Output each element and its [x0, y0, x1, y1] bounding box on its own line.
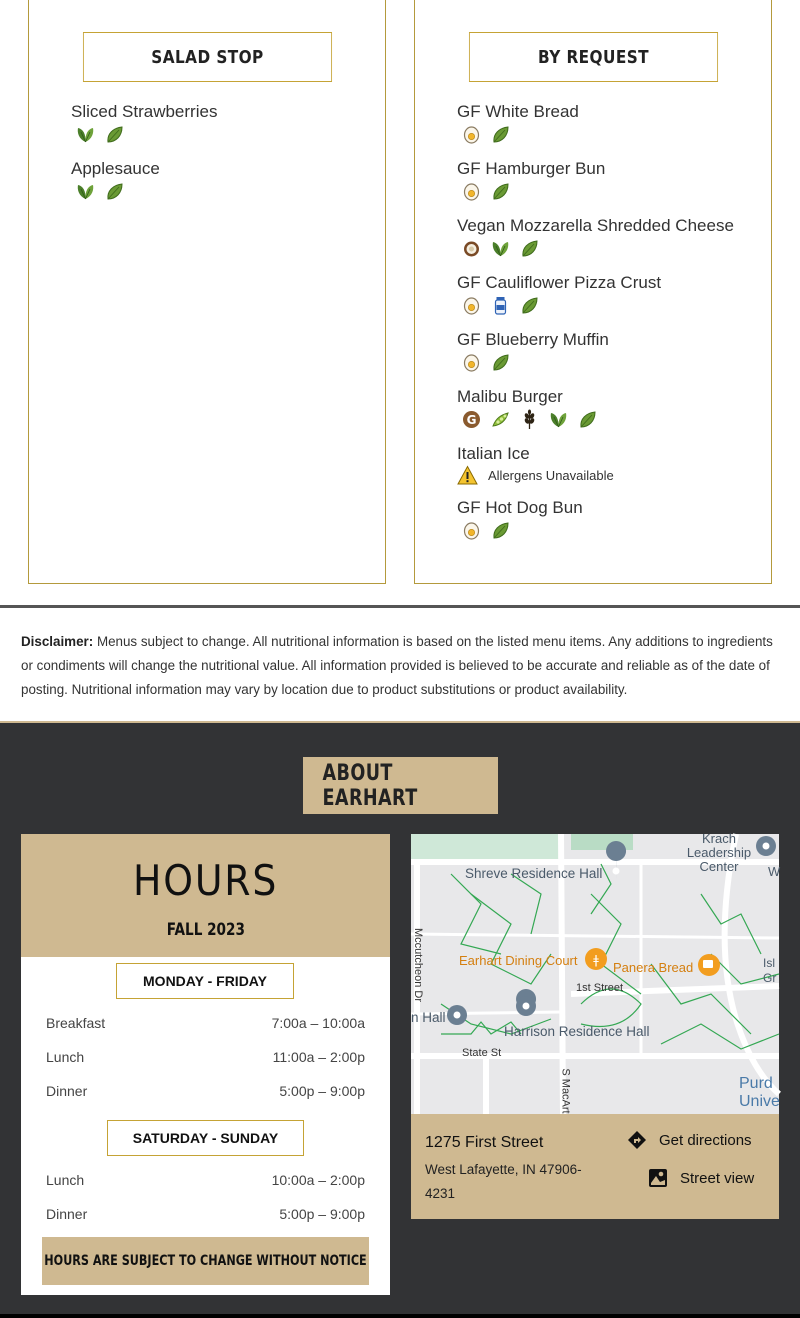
about-label: ABOUT EARHART — [322, 760, 418, 811]
menu-item-name: Sliced Strawberries — [71, 102, 218, 121]
map-label-harrison: Harrison Residence Hall — [504, 1024, 650, 1039]
station-by-request — [414, 0, 772, 584]
hours-row — [46, 1083, 365, 1099]
menu-item[interactable] — [457, 273, 737, 318]
milk-icon[interactable] — [490, 295, 511, 316]
dietary-icons — [75, 179, 351, 204]
vegetarian-icon[interactable] — [490, 124, 511, 145]
egg-icon[interactable] — [461, 124, 482, 145]
dietary-icons — [461, 407, 737, 432]
egg-icon[interactable] — [461, 352, 482, 373]
egg-icon[interactable] — [461, 181, 482, 202]
street-view-label: Street view — [680, 1169, 755, 1187]
map-label-mccutcheon: Mccutcheon Dr — [411, 928, 424, 1002]
meal-name: Lunch — [46, 1172, 85, 1188]
egg-icon[interactable] — [461, 295, 482, 316]
vegan-icon[interactable] — [75, 181, 96, 202]
menu-item[interactable] — [457, 330, 737, 375]
station-title: SALAD STOP — [83, 32, 332, 82]
hours-row — [46, 1206, 365, 1222]
allergen-warning — [457, 464, 737, 486]
menu-item-name: Applesauce — [71, 159, 160, 178]
vegetarian-icon[interactable] — [490, 352, 511, 373]
dietary-icons — [461, 518, 737, 543]
hours-header — [21, 834, 390, 957]
menu-item[interactable] — [457, 387, 737, 432]
vegan-icon[interactable] — [75, 124, 96, 145]
station-title: BY REQUEST — [469, 32, 718, 82]
street-view-icon — [648, 1168, 668, 1188]
vegetarian-icon[interactable] — [490, 520, 511, 541]
map-label-hall: n Hall — [411, 1010, 446, 1025]
dietary-icons — [461, 122, 737, 147]
menu-item-name: Italian Ice — [457, 444, 530, 463]
menu-item-name: Malibu Burger — [457, 387, 563, 406]
vegan-icon[interactable] — [490, 238, 511, 259]
menu-item-name: GF Cauliflower Pizza Crust — [457, 273, 662, 292]
dietary-icons — [461, 293, 737, 318]
menu-item-name: Vegan Mozzarella Shredded Cheese — [457, 216, 734, 235]
egg-icon[interactable] — [461, 520, 482, 541]
menu-item-name: GF Hot Dog Bun — [457, 498, 583, 517]
vegetarian-icon[interactable] — [577, 409, 598, 430]
station-salad-stop — [28, 0, 386, 584]
section-divider — [0, 605, 800, 608]
meal-time: 7:00a – 10:00a — [271, 1015, 365, 1031]
menu-item[interactable] — [457, 102, 737, 147]
meal-name: Dinner — [46, 1083, 88, 1099]
map-label-leadership: Krach Leadership Center — [686, 831, 752, 874]
map-label-purdue: Purd Unive — [739, 1075, 780, 1110]
map-label-w: W — [768, 864, 781, 879]
menu-item-name: GF Hamburger Bun — [457, 159, 606, 178]
soy-icon[interactable] — [490, 409, 511, 430]
page-bottom-bar — [0, 1314, 800, 1318]
get-directions-link[interactable] — [627, 1130, 752, 1150]
gluten-icon[interactable] — [461, 409, 482, 430]
hours-row — [46, 1015, 365, 1031]
vegetarian-icon[interactable] — [519, 238, 540, 259]
disclaimer — [21, 630, 783, 702]
address-panel — [411, 1114, 779, 1219]
address-city: West Lafayette, IN 47906-4231 — [425, 1162, 582, 1201]
dietary-icons — [461, 236, 737, 261]
meal-name: Lunch — [46, 1049, 85, 1065]
station-items — [457, 102, 737, 555]
menu-item-name: GF White Bread — [457, 102, 579, 121]
meal-time: 5:00p – 9:00p — [279, 1083, 365, 1099]
hours-card — [21, 834, 390, 1295]
dietary-icons — [75, 122, 351, 147]
disclaimer-label: Disclaimer: — [21, 634, 94, 649]
hours-title: HOURS — [132, 856, 279, 905]
map-label-shreve: Shreve Residence Hall — [465, 866, 603, 881]
hours-row — [46, 1172, 365, 1188]
svg-text:ǂ: ǂ — [593, 953, 599, 967]
meal-name: Dinner — [46, 1206, 88, 1222]
location-map[interactable] — [411, 831, 781, 1114]
vegan-icon[interactable] — [548, 409, 569, 430]
menu-item[interactable] — [71, 159, 351, 204]
map-label-first-street: 1st Street — [576, 982, 624, 994]
menu-item[interactable] — [71, 102, 351, 147]
street-view-link[interactable] — [648, 1168, 754, 1188]
meal-time: 10:00a – 2:00p — [271, 1172, 365, 1188]
disclaimer-text: Menus subject to change. All nutritional information is based on the listed menu items. Any additions to ingredients or condiments will change the nutritional value. All information provided is believed to be accurate and reliable as of the date of posting. Nutritional information may vary by location due to product substitutions or product availability. — [21, 634, 773, 697]
map-label-state-st: State St — [462, 1047, 502, 1059]
menu-item[interactable] — [457, 216, 737, 261]
menu-item[interactable] — [457, 444, 737, 486]
map-label-macarthur: S MacArt — [559, 1068, 572, 1114]
wheat-icon[interactable] — [519, 409, 540, 430]
dietary-icons — [461, 350, 737, 375]
svg-text:G: G — [466, 413, 477, 427]
menu-item[interactable] — [457, 159, 737, 204]
vegetarian-icon[interactable] — [104, 124, 125, 145]
hours-term: FALL 2023 — [166, 920, 245, 940]
meal-name: Breakfast — [46, 1015, 106, 1031]
vegetarian-icon[interactable] — [519, 295, 540, 316]
meal-time: 11:00a – 2:00p — [272, 1049, 365, 1065]
menu-item-name: GF Blueberry Muffin — [457, 330, 609, 349]
get-directions-label: Get directions — [659, 1131, 752, 1149]
dietary-icons — [461, 179, 737, 204]
menu-item[interactable] — [457, 498, 737, 543]
vegetarian-icon[interactable] — [104, 181, 125, 202]
meal-time: 5:00p – 9:00p — [279, 1206, 365, 1222]
address-street: 1275 First Street — [425, 1134, 544, 1151]
map-label-earhart: Earhart Dining Court — [459, 953, 578, 968]
map-label-panera: Panera Bread — [613, 960, 694, 975]
weekend-label: SATURDAY - SUNDAY — [107, 1120, 304, 1156]
hours-row — [46, 1049, 365, 1065]
map-label-isl: Isl Gr — [763, 956, 777, 985]
coconut-icon[interactable] — [461, 238, 482, 259]
hours-notice: HOURS ARE SUBJECT TO CHANGE WITHOUT NOTICE — [42, 1237, 369, 1285]
about-earhart-button[interactable] — [303, 757, 498, 814]
allergen-warning-text: Allergens Unavailable — [488, 467, 614, 483]
station-items — [71, 102, 351, 216]
weekday-label: MONDAY - FRIDAY — [116, 963, 294, 999]
warning-icon — [457, 465, 478, 486]
directions-icon — [627, 1130, 647, 1150]
vegetarian-icon[interactable] — [490, 181, 511, 202]
